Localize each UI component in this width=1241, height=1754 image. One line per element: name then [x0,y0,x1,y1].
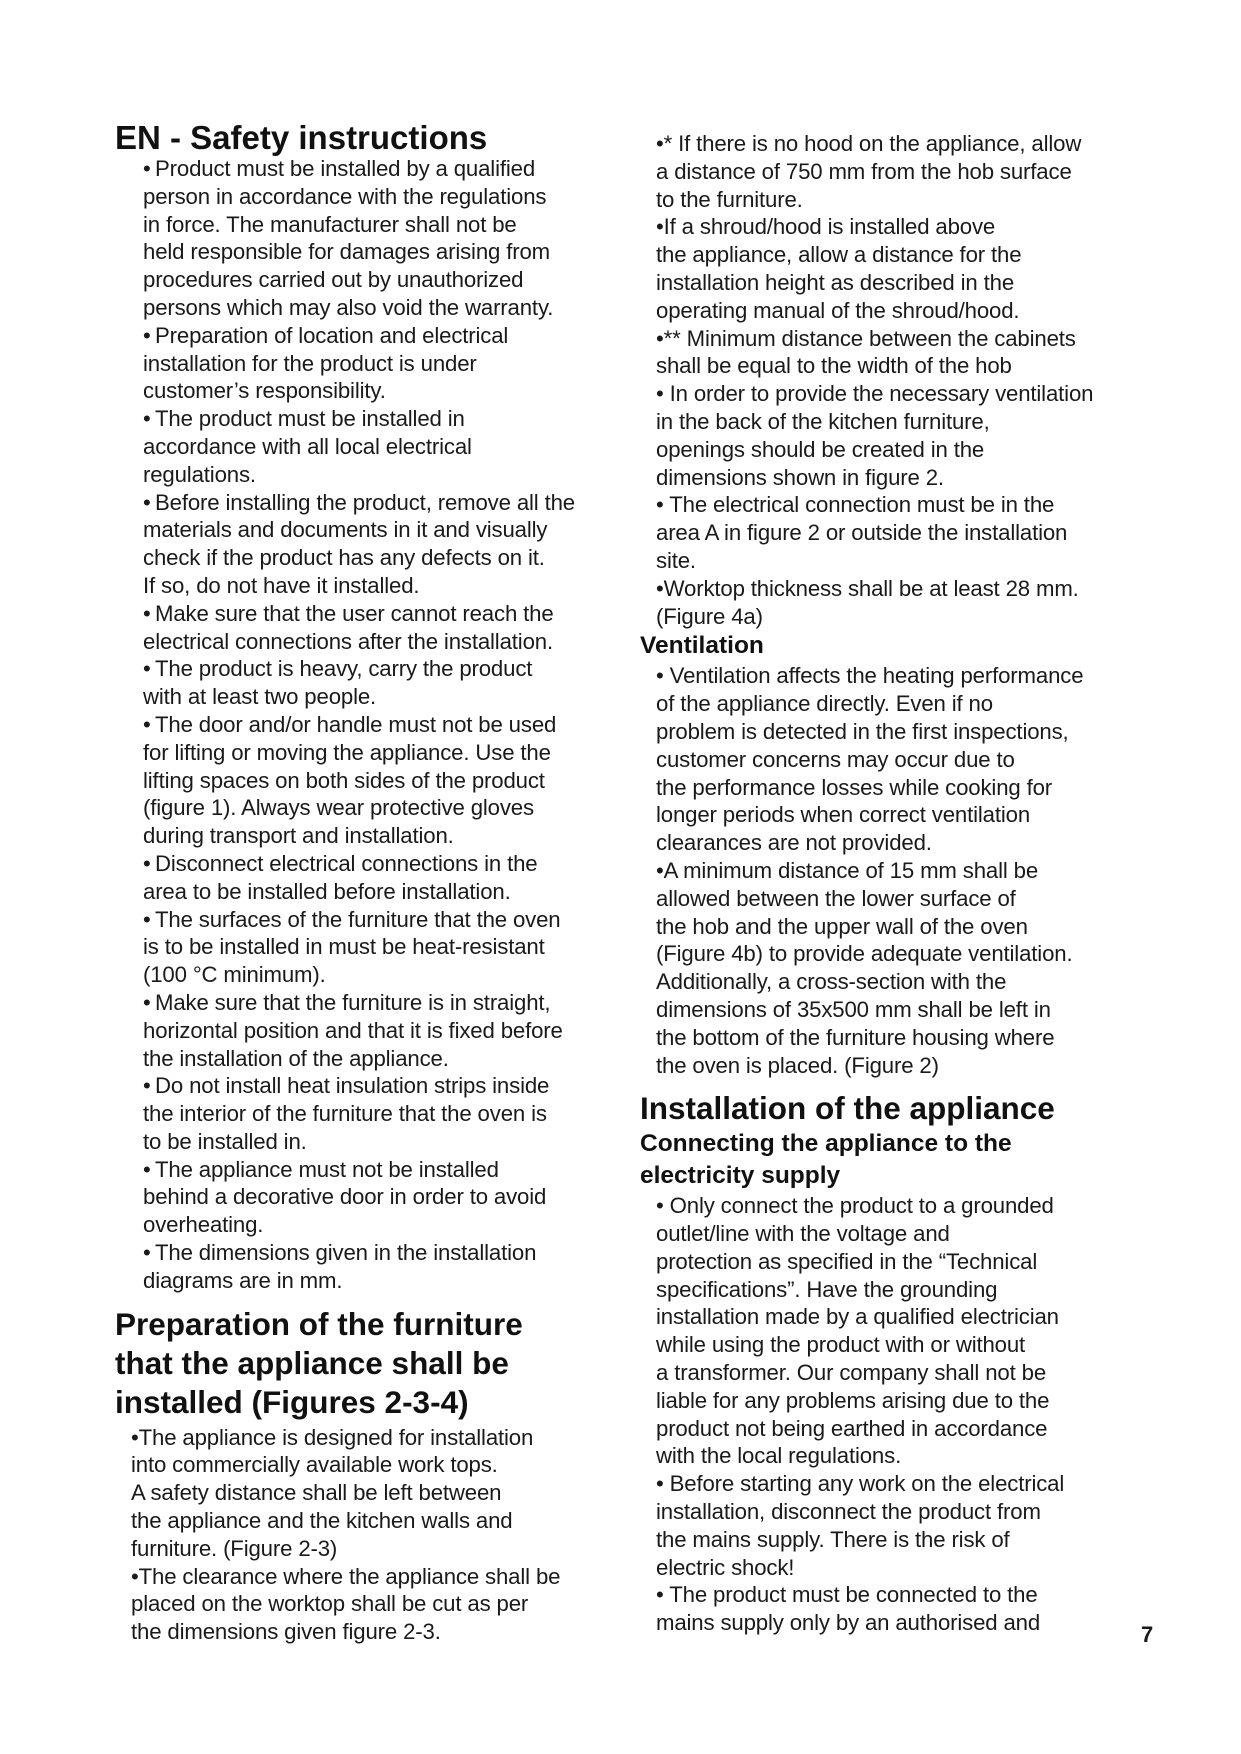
list-item: •** Minimum distance between the cabinets shall be equal to the width of the hob [656,325,1076,379]
section-title-preparation: Preparation of the furniture that the appliance shall be installed (Figures 2-3-4) [115,1305,523,1420]
list-item: • Only connect the product to a grounded outlet/line with the voltage and protection as specified in the “Technical specifications”. Have the grounding installation made by a qualified electrician while using the product with or without a transformer. Our company shall not be liable for any problems arising due to the product not being earthed in accordance with the local regulations. [656,1193,1059,1469]
ventilation-list [640,662,1160,1079]
list-item: • The electrical connection must be in the area A in figure 2 or outside the installation site. [656,492,1068,573]
list-item: • Ventilation affects the heating performance of the appliance directly. Even if no problem is detected in the first inspections, customer concerns may occur due to the performance losses while cooking for longer periods when correct ventilation clearances are not provided. [656,663,1084,856]
list-item: • Make sure that the furniture is in straight, horizontal position and that it is fixed before the installation of the appliance. [143,989,563,1071]
section-title-installation: Installation of the appliance [640,1090,1055,1127]
list-item: • Make sure that the user cannot reach the electrical connections after the installation. [143,600,554,654]
list-item: •Worktop thickness shall be at least 28 mm. (Figure 4a) [656,575,1079,629]
list-item: • Before installing the product, remove all the materials and documents in it and visually check if the product has any defects on it. If so, do not have it installed. [143,489,575,598]
preparation-list [115,1424,635,1646]
page-title: EN - Safety instructions [115,119,488,156]
list-item: • The product must be connected to the mains supply only by an authorised and [656,1582,1041,1636]
list-item: • The product is heavy, carry the product with at least two people. [143,656,533,710]
list-item: • In order to provide the necessary ventilation in the back of the kitchen furniture, openings should be created in the dimensions shown in figure 2. [656,381,1094,490]
list-item: • Product must be installed by a qualified person in accordance with the regulations in force. The manufacturer shall not be held responsible for damages arising from procedures carried out by unauthorized persons which may also void the warranty. [143,156,554,320]
list-item: • Preparation of location and electrical installation for the product is under customer’s responsibility. [143,322,509,404]
list-item: • The appliance must not be installed behind a decorative door in order to avoid overheating. [143,1156,547,1238]
page-number: 7 [1141,1622,1154,1647]
list-item: • Do not install heat insulation strips inside the interior of the furniture that the oven is to be installed in. [143,1073,550,1154]
list-item: •A minimum distance of 15 mm shall be allowed between the lower surface of the hob and the upper wall of the oven (Figure 4b) to provide adequate ventilation. Additionally, a cross-section with the dimensions of 35x500 mm shall be left in the bottom of the furniture housing where the oven is placed. (Figure 2) [656,857,1073,1078]
list-item: • The door and/or handle must not be used for lifting or moving the appliance. Use the lifting spaces on both sides of the product (figure 1). Always wear protective gloves during transport and installation. [143,711,557,849]
list-item: •The clearance where the appliance shall be placed on the worktop shall be cut as per the dimensions given figure 2-3. [131,1563,561,1645]
list-item: • The product must be installed in accordance with all local electrical regulations. [143,406,472,487]
subsection-title-connecting: Connecting the appliance to the electricity supply [640,1130,1012,1190]
connecting-list [640,1192,1160,1637]
list-item: • The dimensions given in the installation diagrams are in mm. [143,1240,537,1293]
list-item: • Disconnect electrical connections in the area to be installed before installation. [143,850,538,904]
list-item: •If a shroud/hood is installed above the appliance, allow a distance for the installation height as described in the operating manual of the shroud/hood. [656,214,1022,323]
preparation-list-continued [640,130,1160,630]
safety-list [115,155,635,1295]
left-column [115,118,635,1646]
list-item: • The surfaces of the furniture that the oven is to be installed in must be heat-resistant (100 °C minimum). [143,906,561,988]
list-item: • Before starting any work on the electrical installation, disconnect the product from the mains supply. There is the risk of electric shock! [656,1471,1065,1580]
right-column [640,130,1160,1637]
list-item: •The appliance is designed for installation into commercially available work tops. A safety distance shall be left between the appliance and the kitchen walls and furniture. (Figure 2-3) [131,1424,534,1561]
section-title-ventilation: Ventilation [640,632,764,660]
list-item: •* If there is no hood on the appliance, allow a distance of 750 mm from the hob surface to the furniture. [656,131,1082,212]
